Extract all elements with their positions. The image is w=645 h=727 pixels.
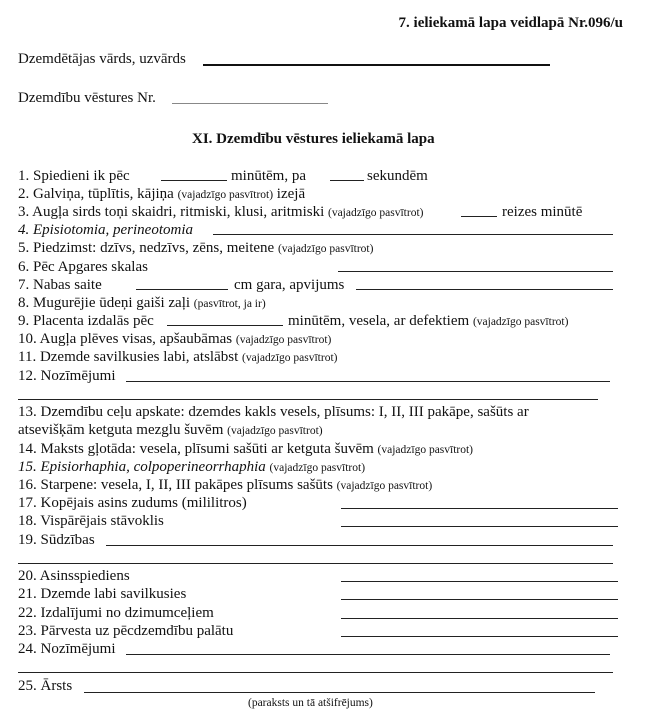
item-3-note: (vajadzīgo pasvītrot) [328,207,424,219]
blood-loss-field[interactable] [341,508,618,509]
contraction-duration-field[interactable] [330,180,364,181]
item-20-label: 20. Asinsspiediens [18,568,130,584]
item-14-note: (vajadzīgo pasvītrot) [377,444,474,456]
item-7-entangle-text: cm gara, apvijums [234,277,345,293]
item-5-note: (vajadzīgo pasvītrot) [277,243,374,255]
item-11-label: 11. Dzemde savilkusies labi, atslābst (vajadzīgo pasvītrot) [18,349,338,365]
discharge-field[interactable] [341,618,618,619]
item-1-label: 1. Spiedieni ik pēc [18,168,130,184]
mother-name-label: Dzemdētājas vārds, uzvārds [18,51,186,67]
apgar-field[interactable] [338,271,613,272]
item-1-seconds-text: sekundēm [367,168,428,184]
item-19-label: 19. Sūdzības [18,532,95,548]
item-24-label: 24. Nozīmējumi [18,641,116,657]
placenta-time-field[interactable] [167,325,283,326]
heart-rate-field[interactable] [461,216,497,217]
item-16-note: (vajadzīgo pasvītrot) [336,480,433,492]
item-4-label: 4. Episiotomia, perineotomia [18,222,193,238]
entanglement-field[interactable] [356,289,613,290]
item-18-label: 18. Vispārējais stāvoklis [18,513,164,529]
item-13-label: 13. Dzemdību ceļu apskate: dzemdes kakls vesels, plīsums: I, II, III pakāpe, sašūts ar [18,404,529,420]
item-15-note: (vajadzīgo pasvītrot) [269,462,366,474]
blood-pressure-field[interactable] [341,581,618,582]
form-reference: 7. ieliekamā lapa veidlapā Nr.096/u [398,15,623,31]
postpartum-prescriptions-field[interactable] [126,654,610,655]
item-8-label: 8. Mugurējie ūdeņi gaiši zaļi (pasvītrot, ja ir) [18,295,266,311]
complaints-field-line-2[interactable] [18,563,613,564]
item-10-note: (vajadzīgo pasvītrot) [235,334,332,346]
item-12-label: 12. Nozīmējumi [18,368,116,384]
item-16-label: 16. Starpene: vesela, I, II, III pakāpes plīsums sašūts (vajadzīgo pasvītrot) [18,477,433,493]
mother-name-field[interactable] [203,64,550,66]
history-number-label: Dzemdību vēstures Nr. [18,90,156,106]
item-9-defects-text: minūtēm, vesela, ar defektiem (vajadzīgo pasvītrot) [288,313,569,329]
item-13-note: (vajadzīgo pasvītrot) [227,425,323,437]
transfer-ward-field[interactable] [341,636,618,637]
item-22-label: 22. Izdalījumi no dzimumceļiem [18,605,214,621]
history-number-field[interactable] [172,103,328,104]
contraction-interval-field[interactable] [161,180,227,181]
item-13-label-cont: atsevišķām ketguta mezglu šuvēm (vajadzīgo pasvītrot) [18,422,323,438]
section-title: XI. Dzemdību vēstures ieliekamā lapa [192,131,435,147]
item-5-label: 5. Piedzimst: dzīvs, nedzīvs, zēns, meitene (vajadzīgo pasvītrot) [18,240,374,256]
item-9-note: (vajadzīgo pasvītrot) [472,316,569,328]
item-9-label: 9. Placenta izdalās pēc [18,313,154,329]
item-10-label: 10. Augļa plēves visas, apšaubāmas (vajadzīgo pasvītrot) [18,331,332,347]
item-2-note: (vajadzīgo pasvītrot) [177,189,274,201]
item-15-label: 15. Episiorhaphia, colpoperineorrhaphia (vajadzīgo pasvītrot) [18,459,366,475]
item-14-label: 14. Maksts gļotāda: vesela, plīsumi sašūti ar ketguta šuvēm (vajadzīgo pasvītrot) [18,441,474,457]
item-3-label: 3. Augļa sirds toņi skaidri, ritmiski, klusi, aritmiski (vajadzīgo pasvītrot) [18,204,424,220]
item-4-field[interactable] [213,234,613,235]
item-7-label: 7. Nabas saite [18,277,102,293]
prescriptions-field[interactable] [126,381,610,382]
item-25-label: 25. Ārsts [18,678,73,694]
item-11-note: (vajadzīgo pasvītrot) [241,352,338,364]
item-3-rate-text: reizes minūtē [502,204,583,220]
item-1-minutes-text: minūtēm, pa [231,168,306,184]
item-21-label: 21. Dzemde labi savilkusies [18,586,187,602]
item-23-label: 23. Pārvesta uz pēcdzemdību palātu [18,623,234,639]
item-8-note: (pasvītrot, ja ir) [193,298,266,310]
cord-length-field[interactable] [136,289,228,290]
general-condition-field[interactable] [341,526,618,527]
doctor-signature-field[interactable] [84,692,595,693]
prescriptions-field-line-2[interactable] [18,399,598,400]
postpartum-prescriptions-field-line-2[interactable] [18,672,613,673]
complaints-field[interactable] [106,545,613,546]
signature-caption: (paraksts un tā atšifrējums) [248,697,373,709]
uterus-contracted-field[interactable] [341,599,618,600]
item-17-label: 17. Kopējais asins zudums (mililitros) [18,495,247,511]
item-6-label: 6. Pēc Apgares skalas [18,259,148,275]
item-2-label: 2. Galviņa, tūplītis, kājiņa (vajadzīgo pasvītrot) izejā [18,186,306,202]
